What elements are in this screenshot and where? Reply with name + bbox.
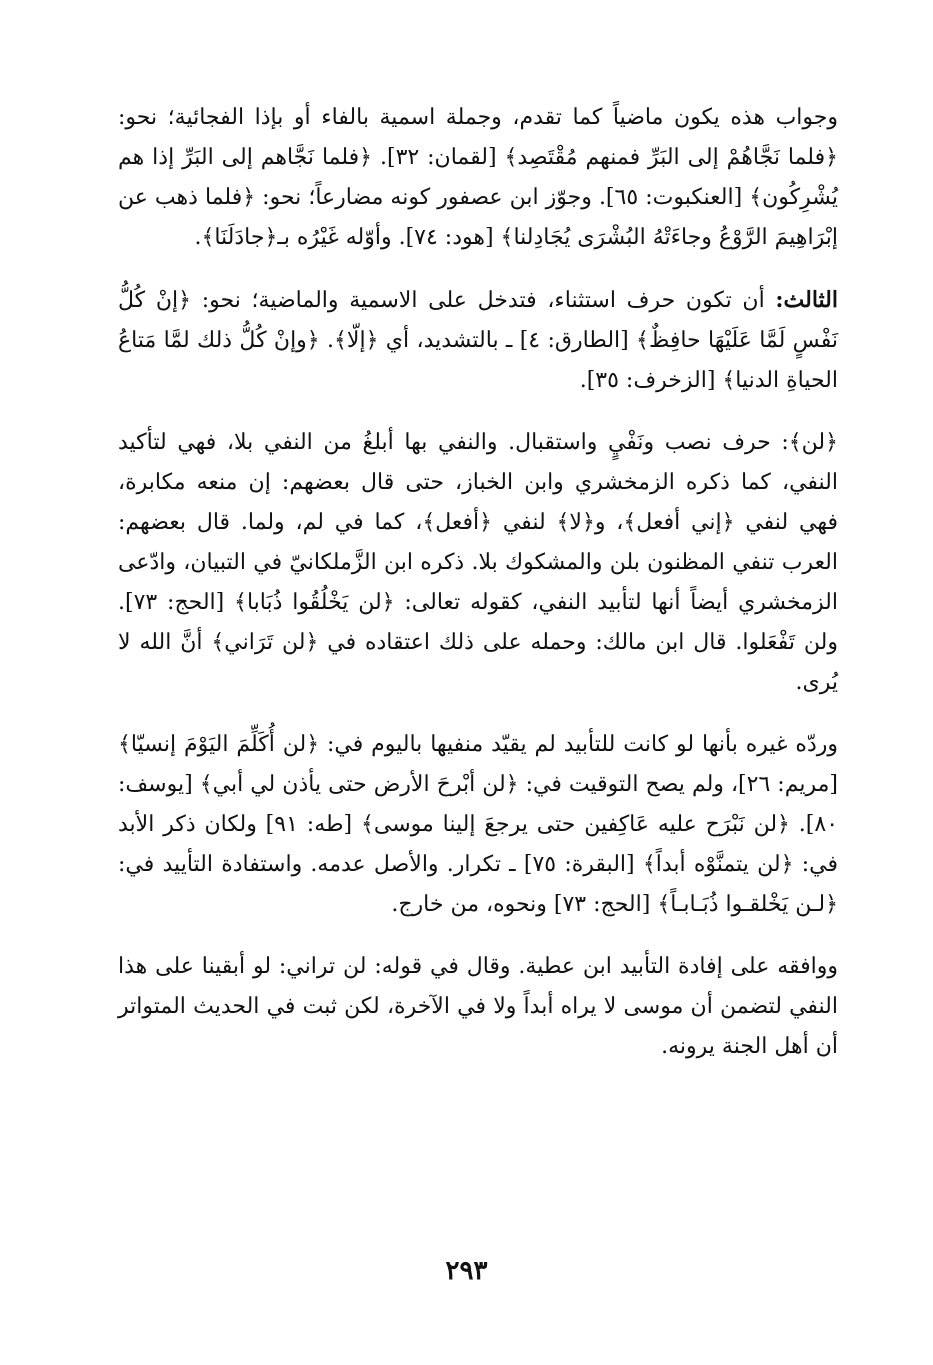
paragraph-text: ﴿لن﴾: حرف نصب ونَفْيٍ واستقبال. والنفي بها أبلغُ من النفي بلا، فهي لتأكيد النفي، كما ذكره الزمخشري وابن الخباز، حتى قال بعضهم: إن منعه مكابرة، فهي لنفي ﴿إني أفعل﴾، و﴿لا﴾ لنفي ﴿أفعل﴾، كما في لم، ولما. قال بعضهم: العرب تنفي المظنون بلن والمشكوك بلا. ذكره ابن الزَّملكانيّ في التبيان، وادّعى الزمخشري أيضاً أنها لتأبيد النفي، كقوله تعالى: ﴿لن يَخْلُقُوا ذُبَابا﴾ [الحج: ٧٣]. ولن تَفْعَلوا. قال ابن مالك: وحمله على ذلك اعتقاده في ﴿لن تَرَاني﴾ أنَّ الله لا يُرى. [118,430,838,695]
paragraph-text: ووافقه على إفادة التأبيد ابن عطية. وقال في قوله: لن تراني: لو أبقينا على هذا النفي لتضمن أن موسى لا يراه أبداً ولا في الآخرة، لكن ثبت في الحديث المتواتر أن أهل الجنة يرونه. [118,954,838,1059]
paragraph-2 [118,280,838,401]
paragraph-1 [118,98,838,258]
page-text-block [118,98,838,1089]
paragraph-text-with-heading [118,280,838,401]
paragraph-4 [118,725,838,925]
paragraph-text: وردّه غيره بأنها لو كانت للتأبيد لم يقيّد منفيها باليوم في: ﴿لن أُكَلِّمَ اليَوْمَ إنسيّا﴾ [مريم: ٢٦]، ولم يصح التوقيت في: ﴿لن أبْرحَ الأرض حتى يأذن لي أبي﴾ [يوسف: ٨٠]. ﴿لن نَبْرَح عليه عَاكِفين حتى يرجعَ إلينا موسى﴾ [طه: ٩١] ولكان ذكر الأبد في: ﴿لن يتمنَّوْه أبداً﴾ [البقرة: ٧٥] ـ تكرار. والأصل عدمه. واستفادة التأييد في: ﴿لـن يَخْلقـوا ذُبَـابـاً﴾ [الحج: ٧٣] ونحوه، من خارج. [118,732,839,917]
paragraph-5 [118,947,838,1067]
page-number: ٢٩٣ [445,1256,488,1286]
paragraph-3 [118,423,838,703]
paragraph-text: وجواب هذه يكون ماضياً كما تقدم، وجملة اسمية بالفاء أو بإذا الفجائية؛ نحو: ﴿فلما نَجَّاهُمْ إلى البَرِّ فمنهم مُقْتَصِد﴾ [لقمان: ٣٢]. ﴿فلما نَجَّاهم إلى البَرِّ إذا هم يُشْرِكُون﴾ [العنكبوت: ٦٥]. وجوّز ابن عصفور كونه مضارعاً؛ نحو: ﴿فلما ذهب عن إبْرَاهِيمَ الرَّوْعُ وجاءَتْهُ البُشْرَى يُجَادِلنا﴾ [هود: ٧٤]. وأوّله غَيْرُه بـ﴿جادَلَنَا﴾. [118,105,838,250]
paragraph-text: أن تكون حرف استثناء، فتدخل على الاسمية والماضية؛ نحو: ﴿إنْ كُلُّ نَفْسٍ لَمَّا عَلَيْهَا حافِظٌ﴾ [الطارق: ٤] ـ بالتشديد، أي ﴿إلّا﴾. ﴿وإنْ كُلُّ ذلك لمَّا مَتاعُ الحياةِ الدنيا﴾ [الزخرف: ٣٥]. [118,288,838,393]
paragraph-heading: الثالث: [775,287,838,313]
